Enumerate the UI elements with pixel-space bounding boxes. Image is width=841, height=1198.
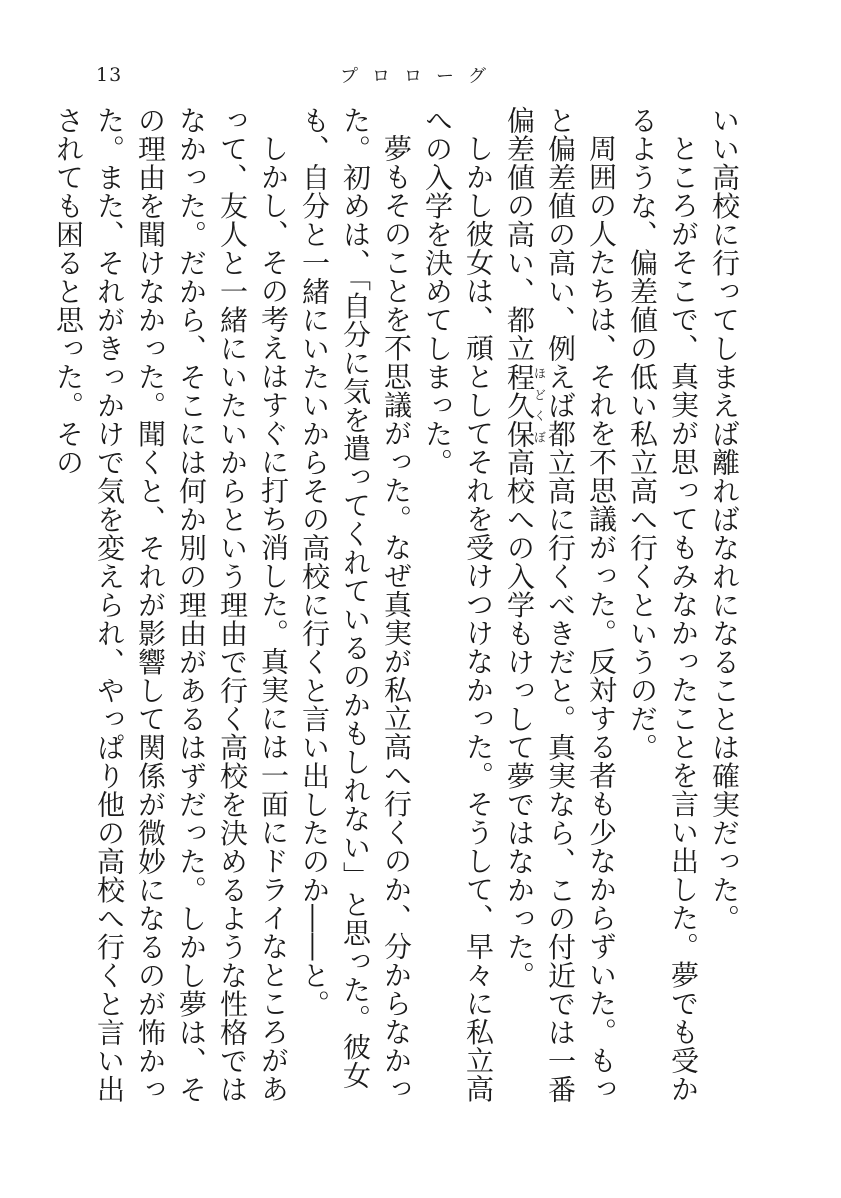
paragraph-3 bbox=[499, 106, 622, 1116]
ruby-reading: ほどくぼ bbox=[532, 362, 547, 448]
paragraph-4: しかし彼女は、頑としてそれを受けつけなかった。そうして、早々に私立高への入学を決めてしまった。 bbox=[421, 106, 495, 1103]
vertical-body-text bbox=[52, 106, 745, 1116]
paragraph-2: ところがそこで、真実が思ってもみなかったことを言い出した。夢でも受かるような、偏差値の低い私立高へ行くというのだ。 bbox=[626, 106, 700, 1103]
paragraph-1: いい高校に行ってしまえば離ればなれになることは確実だった。 bbox=[708, 106, 741, 933]
paragraph-3-text: 周囲の人たちは、それを不思議がった。反対する者も少なからずいた。もっと偏差値の高い、例えば都立高に行くべきだと。真実なら、この付近では一番偏差値の高い、都立程久保ほどくぼ高校への入学もけっして夢ではなかった。 bbox=[503, 106, 618, 1104]
paragraph-5: 夢もそのことを不思議がった。なぜ真実が私立高へ行くのか、分からなかった。初めは、「自分に気を遣ってくれているのかもしれない」と思った。彼女も、自分と一緒にいたいからその高校に行くと言い出したのか――と。 bbox=[298, 106, 413, 1103]
running-header-title: プロローグ bbox=[340, 66, 500, 87]
ruby-annotation: 程久保ほどくぼ bbox=[503, 362, 547, 448]
page-number: 13 bbox=[96, 64, 123, 86]
paragraph-6: しかし、その考えはすぐに打ち消した。真実には一面にドライなところがあって、友人と一緒にいたいからという理由で行く高校を決めるような性格ではなかった。だから、そこには何か別の理由があるはずだった。しかし夢は、その理由を聞けなかった。聞くと、それが影響して関係が微妙になるのが怖かった。また、それがきっかけで気を変えられ、やっぱり他の高校へ行くと言い出されても困ると思った。その bbox=[52, 106, 290, 1104]
